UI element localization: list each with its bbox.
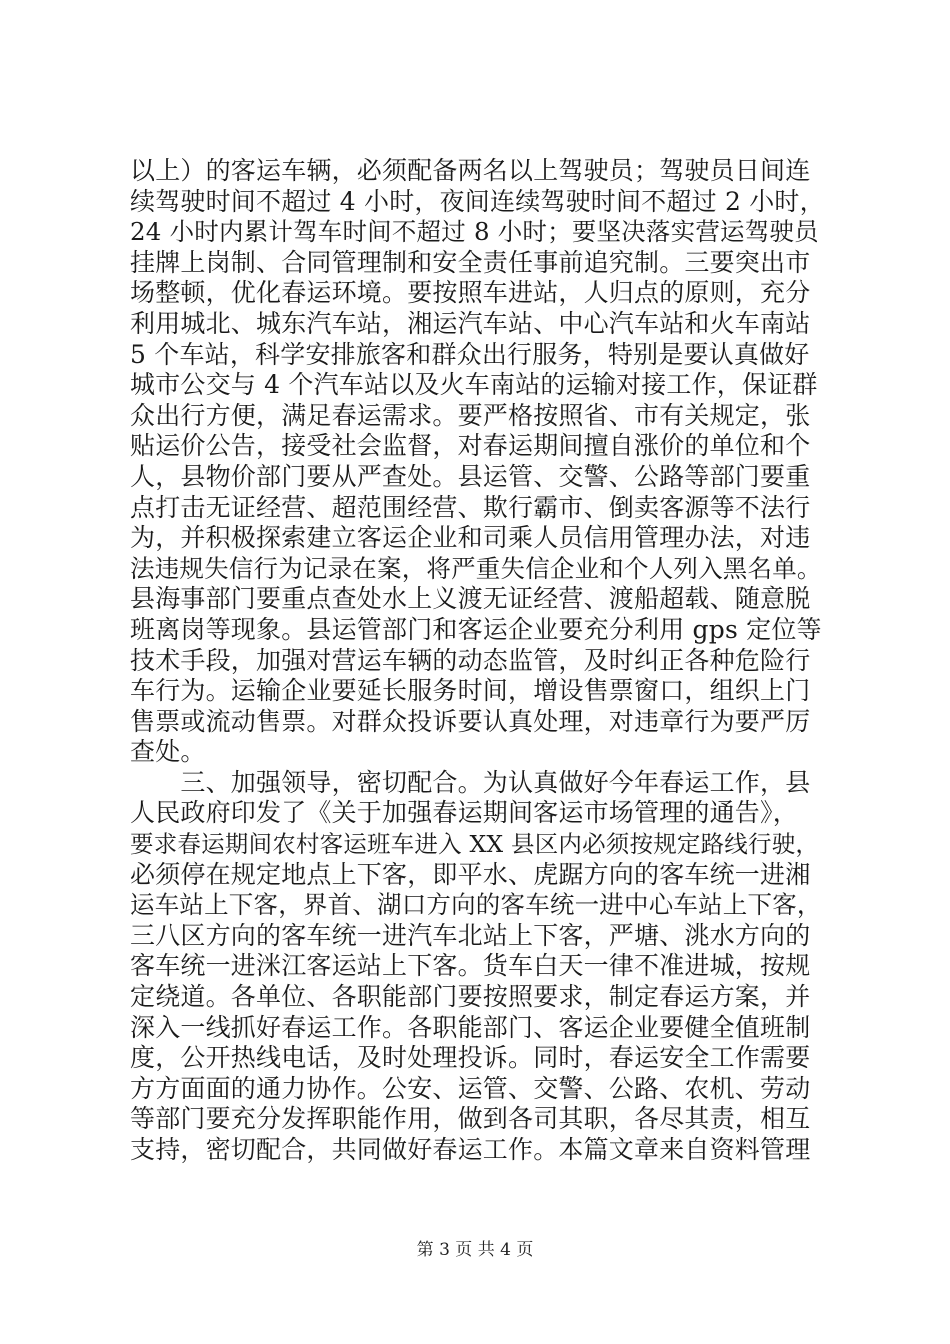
text-line: 等部门要充分发挥职能作用，做到各司其职，各尽其责，相互: [130, 1104, 811, 1134]
text-line: 查处。: [130, 737, 206, 767]
text-line: 人民政府印发了《关于加强春运期间客运市场管理的通告》，: [130, 798, 798, 828]
text-line: 城市公交与 4 个汽车站以及火车南站的运输对接工作，保证群: [130, 370, 818, 400]
text-line: 24 小时内累计驾车时间不超过 8 小时；要坚决落实营运驾驶员: [130, 217, 819, 247]
page-footer: 第 3 页 共 4 页: [416, 1240, 534, 1260]
document-body: [130, 156, 830, 1166]
text-line: 三八区方向的客车统一进汽车北站上下客，严塘、洮水方向的: [130, 920, 811, 950]
text-line: 售票或流动售票。对群众投诉要认真处理，对违章行为要严厉: [130, 706, 811, 736]
text-line: 支持，密切配合，共同做好春运工作。本篇文章来自资料管理: [130, 1135, 811, 1164]
text-line: 度，公开热线电话，及时处理投诉。同时，春运安全工作需要: [130, 1043, 811, 1073]
text-line: 挂牌上岗制、合同管理制和安全责任事前追究制。三要突出市: [130, 247, 811, 277]
text-line: 定绕道。各单位、各职能部门要按照要求，制定春运方案，并: [130, 982, 811, 1012]
text-line: 必须停在规定地点上下客，即平水、虎踞方向的客车统一进湘: [130, 859, 811, 889]
text-line: 5 个车站，科学安排旅客和群众出行服务，特别是要认真做好: [130, 339, 810, 369]
text-line: 三、加强领导，密切配合。为认真做好今年春运工作，县: [130, 767, 811, 797]
text-line: 人，县物价部门要从严查处。县运管、交警、公路等部门要重: [130, 461, 811, 491]
text-line: 要求春运期间农村客运班车进入 XX 县区内必须按规定路线行驶，: [130, 830, 820, 859]
text-line: 法违规失信行为记录在案，将严重失信企业和个人列入黑名单。: [130, 553, 822, 583]
text-line: 班离岗等现象。县运管部门和客运企业要充分利用 gps 定位等: [130, 614, 822, 644]
text-line: 技术手段，加强对营运车辆的动态监管，及时纠正各种危险行: [130, 645, 811, 675]
text-line: 众出行方便，满足春运需求。要严格按照省、市有关规定，张: [130, 400, 811, 430]
text-line: 贴运价公告，接受社会监督，对春运期间擅自涨价的单位和个: [130, 431, 811, 461]
text-line: 客车统一进洣江客运站上下客。货车白天一律不准进城，按规: [130, 951, 811, 981]
text-line: 利用城北、城东汽车站，湘运汽车站、中心汽车站和火车南站: [130, 308, 811, 338]
text-line: 为，并积极探索建立客运企业和司乘人员信用管理办法，对违: [130, 523, 811, 553]
text-line: 县海事部门要重点查处水上义渡无证经营、渡船超载、随意脱: [130, 584, 811, 614]
text-line: 点打击无证经营、超范围经营、欺行霸市、倒卖客源等不法行: [130, 492, 811, 522]
text-line: 场整顿，优化春运环境。要按照车进站，人归点的原则，充分: [130, 278, 811, 308]
text-line: 运车站上下客，界首、湖口方向的客车统一进中心车站上下客，: [130, 890, 822, 920]
text-line: 以上）的客运车辆，必须配备两名以上驾驶员；驾驶员日间连: [130, 156, 811, 185]
text-line: 车行为。运输企业要延长服务时间，增设售票窗口，组织上门: [130, 676, 811, 706]
text-line: 方方面面的通力协作。公安、运管、交警、公路、农机、劳动: [130, 1073, 811, 1103]
text-line: 深入一线抓好春运工作。各职能部门、客运企业要健全值班制: [130, 1012, 811, 1042]
text-line: 续驾驶时间不超过 4 小时，夜间连续驾驶时间不超过 2 小时，: [130, 186, 825, 216]
